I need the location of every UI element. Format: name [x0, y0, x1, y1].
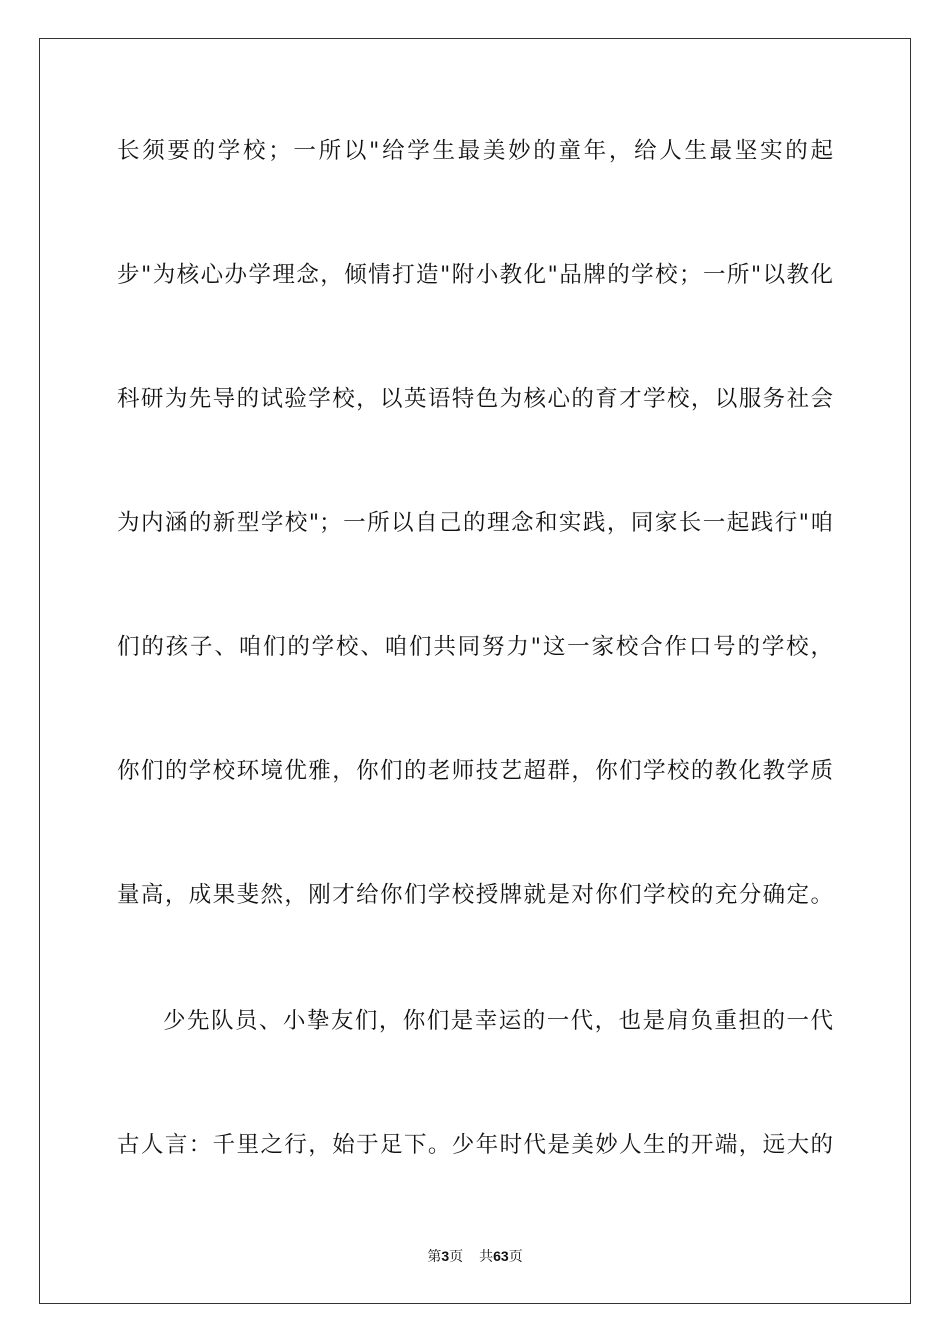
text-line-1: 长须要的学校；一所以"给学生最美妙的童年，给人生最坚实的起	[117, 138, 833, 164]
page-border	[39, 38, 911, 1304]
text-line-4: 为内涵的新型学校"；一所以自己的理念和实践，同家长一起践行"咱	[117, 510, 833, 536]
total-page-count: 63	[493, 1248, 509, 1264]
text-line-6: 你们的学校环境优雅，你们的老师技艺超群，你们学校的教化教学质	[117, 758, 833, 784]
total-prefix: 共	[479, 1249, 494, 1265]
text-line-2: 步"为核心办学理念，倾情打造"附小教化"品牌的学校；一所"以教化	[117, 262, 833, 288]
total-suffix: 页	[508, 1249, 523, 1265]
page-footer	[0, 1247, 950, 1266]
text-line-3: 科研为先导的试验学校，以英语特色为核心的育才学校，以服务社会	[117, 386, 833, 412]
text-line-9: 古人言：千里之行，始于足下。少年时代是美妙人生的开端，远大的	[117, 1132, 833, 1158]
page-prefix: 第	[427, 1249, 442, 1265]
page-suffix: 页	[449, 1249, 464, 1265]
text-line-5: 们的孩子、咱们的学校、咱们共同努力"这一家校合作口号的学校，	[117, 634, 833, 660]
text-line-8-paragraph-start: 少先队员、小挚友们，你们是幸运的一代，也是肩负重担的一代	[163, 1008, 833, 1034]
current-page-number: 3	[441, 1248, 450, 1264]
text-line-7: 量高，成果斐然，刚才给你们学校授牌就是对你们学校的充分确定。	[117, 882, 833, 908]
